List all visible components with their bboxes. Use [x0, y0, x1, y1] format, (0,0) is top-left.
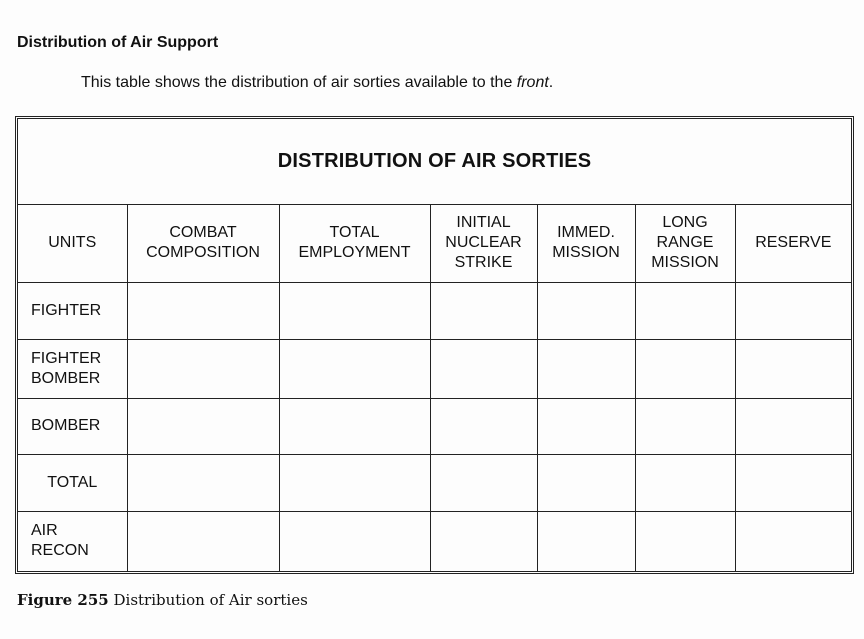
- table-cell: [735, 339, 851, 398]
- table-cell: [430, 282, 537, 339]
- row-label-fighter: [18, 282, 127, 339]
- col-header-line: IMMED.: [557, 224, 615, 241]
- col-header-line: TOTAL: [329, 224, 380, 241]
- col-header-immed-mission: [537, 204, 635, 282]
- table-cell: [127, 398, 279, 454]
- table-cell: [735, 454, 851, 511]
- col-header-line: MISSION: [552, 244, 620, 261]
- table-cell: [735, 282, 851, 339]
- table-cell: [430, 511, 537, 571]
- table-cell: [430, 339, 537, 398]
- table-cell: [635, 511, 735, 571]
- col-header-line: INITIAL: [456, 214, 511, 231]
- table-cell: [279, 282, 430, 339]
- table-row: [18, 398, 851, 454]
- row-label-line: BOMBER: [31, 369, 101, 387]
- figure-caption-text: Distribution of Air sorties: [108, 591, 308, 609]
- table-cell: [279, 511, 430, 571]
- table-cell: [127, 339, 279, 398]
- table-header-row: [18, 204, 851, 282]
- figure-label: Figure 255: [17, 591, 109, 609]
- figure-caption: [17, 591, 308, 609]
- table-row: [18, 511, 851, 571]
- table-cell: [537, 398, 635, 454]
- table-row: [18, 454, 851, 511]
- row-label-fighter-bomber: [18, 339, 127, 398]
- table-cell: [537, 339, 635, 398]
- col-header-reserve: [735, 204, 851, 282]
- table-cell: [537, 282, 635, 339]
- col-header-line: RANGE: [656, 234, 714, 251]
- section-heading: Distribution of Air Support: [17, 34, 219, 51]
- table-cell: [430, 454, 537, 511]
- intro-emphasis: front: [516, 74, 549, 91]
- table-row: [18, 282, 851, 339]
- table-cell: [279, 398, 430, 454]
- col-header-line: NUCLEAR: [445, 234, 522, 251]
- table-cell: [635, 339, 735, 398]
- row-label-bomber: [18, 398, 127, 454]
- table-cell: [735, 511, 851, 571]
- table-cell: [127, 511, 279, 571]
- table-cell: [635, 398, 735, 454]
- col-header-line: COMBAT: [169, 224, 237, 241]
- row-label-line: TOTAL: [47, 473, 98, 491]
- col-header-combat-composition: [127, 204, 279, 282]
- table-cell: [127, 454, 279, 511]
- table-cell: [127, 282, 279, 339]
- intro-suffix: .: [548, 74, 554, 91]
- row-label-line: FIGHTER: [31, 349, 102, 367]
- col-header-line: LONG: [662, 214, 708, 231]
- col-header-total-employment: [279, 204, 430, 282]
- table-cell: [635, 282, 735, 339]
- row-label-air-recon: [18, 511, 127, 571]
- row-label-line: AIR: [31, 522, 58, 540]
- col-header-line: MISSION: [651, 254, 719, 271]
- table-cell: [430, 398, 537, 454]
- col-header-initial-nuclear-strike: [430, 204, 537, 282]
- row-label-line: BOMBER: [31, 417, 101, 434]
- table-cell: [279, 339, 430, 398]
- col-header-line: EMPLOYMENT: [298, 244, 411, 261]
- col-header-units: [18, 204, 127, 282]
- table-title: DISTRIBUTION OF AIR SORTIES: [18, 119, 851, 204]
- air-sorties-table: [18, 119, 851, 571]
- col-header-line: COMPOSITION: [146, 244, 260, 261]
- table-cell: [279, 454, 430, 511]
- row-label-total: [18, 454, 127, 511]
- row-label-line: RECON: [31, 542, 89, 560]
- intro-paragraph: [81, 74, 553, 92]
- table-title-row: [18, 119, 851, 204]
- col-header-long-range-mission: [635, 204, 735, 282]
- table-cell: [537, 511, 635, 571]
- table-cell: [735, 398, 851, 454]
- col-header-line: RESERVE: [755, 234, 832, 251]
- col-header-line: STRIKE: [454, 254, 513, 271]
- col-header-line: UNITS: [48, 234, 97, 251]
- table-cell: [537, 454, 635, 511]
- row-label-line: FIGHTER: [31, 301, 102, 319]
- intro-text: This table shows the distribution of air sorties available to the: [81, 74, 517, 91]
- table-cell: [635, 454, 735, 511]
- table-row: [18, 339, 851, 398]
- sorties-table-frame: [15, 116, 854, 574]
